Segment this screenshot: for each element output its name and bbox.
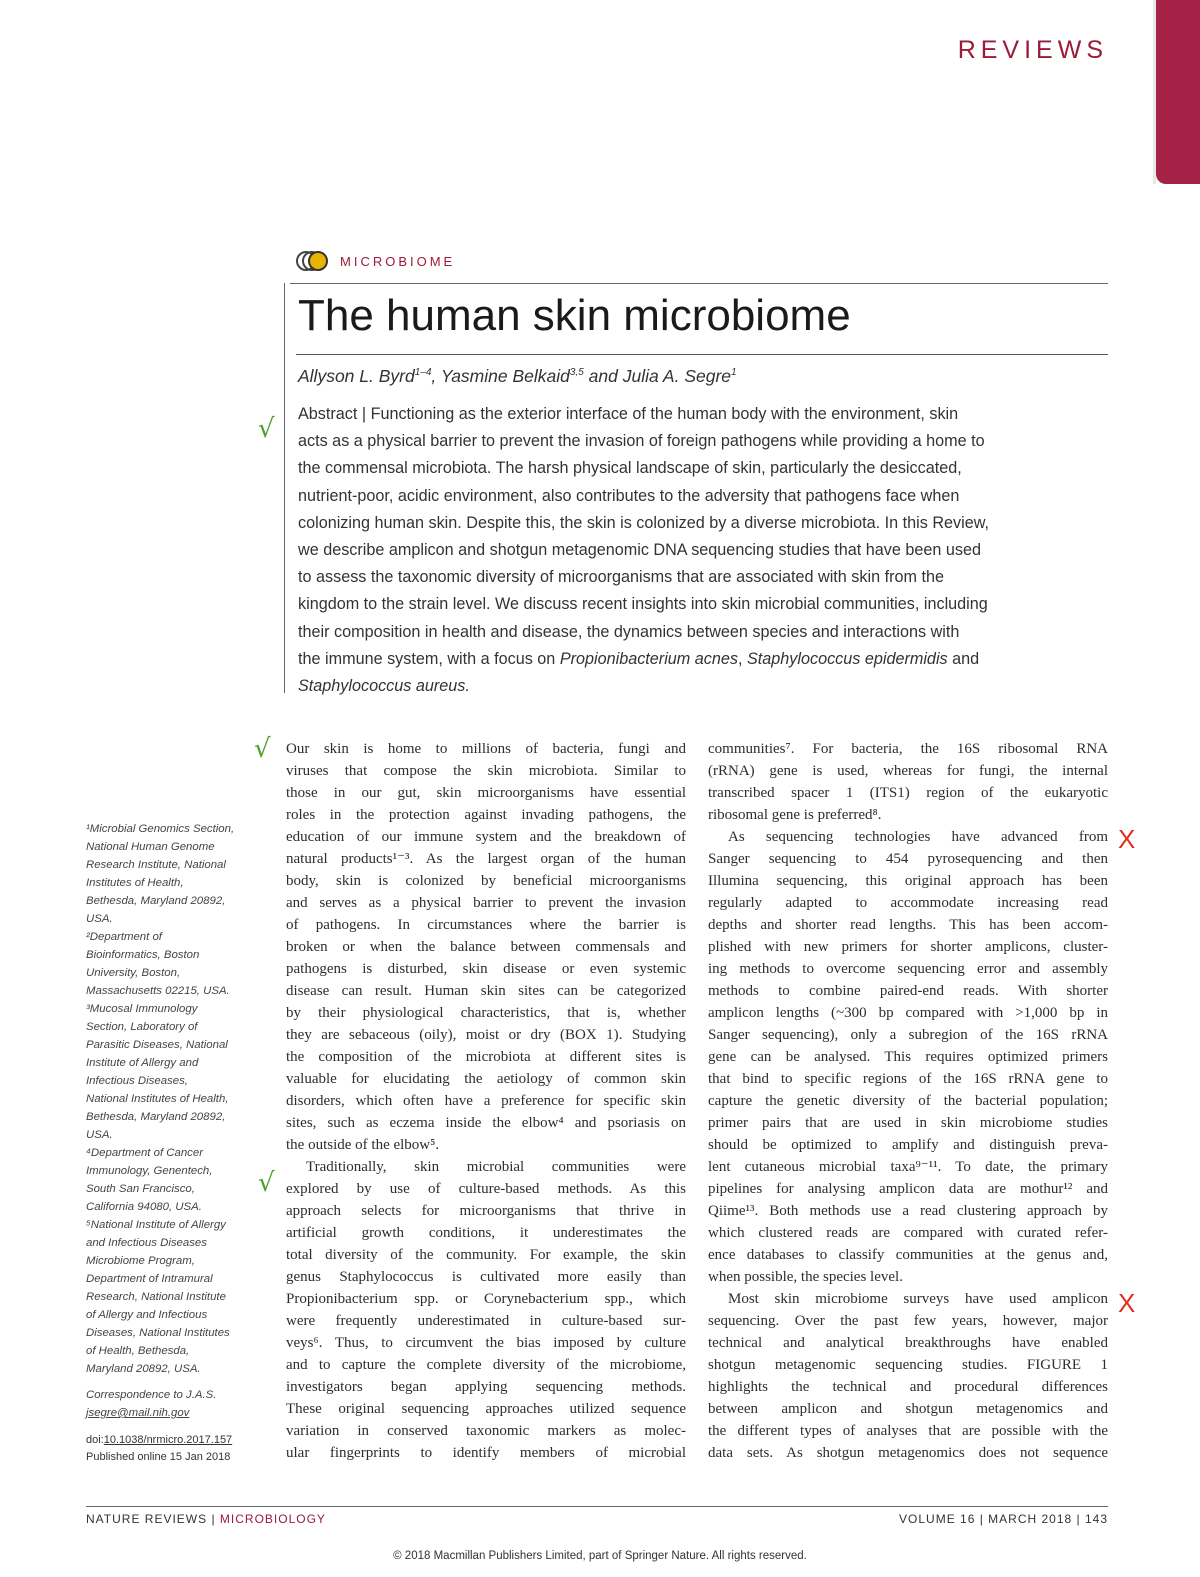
body-text-line: explored by use of culture-based methods. As this (286, 1181, 686, 1197)
section-label-text: MICROBIOME (340, 253, 456, 269)
body-text-line: amplicon lengths (~300 bp compared with >1,000 bp in (708, 1005, 1108, 1021)
check-mark-icon: √ (254, 734, 271, 764)
affiliation-line: Institutes of Health, (86, 877, 184, 889)
cross-mark-icon: X (1118, 824, 1136, 854)
doi-block (86, 1432, 232, 1466)
body-text-line: disorders, which often have a preference for specific skin (286, 1093, 686, 1109)
body-text-line: sites, such as eczema inside the elbow⁴ and psoriasis on (286, 1115, 686, 1131)
affiliation-line: Bioinformatics, Boston (86, 949, 200, 961)
body-text-line: should be optimized to amplify and distinguish preva- (708, 1137, 1108, 1153)
author-separator: , (431, 366, 441, 386)
correspondence-email-link[interactable]: jsegre@mail.nih.gov (86, 1407, 190, 1419)
title-rule-top (290, 283, 1108, 284)
doi-prefix: doi: (86, 1434, 104, 1446)
abstract-line: the commensal microbiota. The harsh physical landscape of skin, particularly the desiccated, (298, 459, 962, 478)
body-text-line: shotgun metagenomic sequencing studies. FIGURE 1 (708, 1357, 1108, 1373)
footer-rule (86, 1506, 1108, 1507)
correspondence (86, 1386, 216, 1422)
body-text-line: the composition of the microbiota at different sites is (286, 1049, 686, 1065)
affiliation-line: of Allergy and Infectious (86, 1309, 208, 1321)
affiliation-line: of Health, Bethesda, (86, 1345, 190, 1357)
affiliation-line: ¹Microbial Genomics Section, (86, 823, 235, 835)
abstract-species: Propionibacterium acnes (559, 649, 738, 668)
body-text-line: body, skin is colonized by beneficial microorganisms (286, 873, 686, 889)
body-text-line: capture the genetic diversity of the bacterial population; (708, 1093, 1108, 1109)
body-text-line: those in our gut, skin microorganisms have essential (286, 785, 686, 801)
body-text-line: ence databases to classify communities at the genus and, (708, 1247, 1108, 1263)
body-text-line: communities⁷. For bacteria, the 16S ribosomal RNA (708, 741, 1108, 757)
footer-journal-name: NATURE REVIEWS | (86, 1512, 220, 1526)
body-text-line: by their physiological characteristics, that is, whether (286, 1005, 686, 1021)
section-tag: REVIEWS (957, 36, 1108, 64)
body-text-line: gene can be analysed. This requires optimized primers (708, 1049, 1108, 1065)
body-text-line: sequencing. Over the past few years, however, major (708, 1313, 1108, 1329)
body-text-line: the outside of the elbow⁵. (286, 1137, 440, 1153)
body-text-line: broken or when the balance between commensals and (286, 939, 686, 955)
abstract-line: kingdom to the strain level. We discuss recent insights into skin microbial communities, including (298, 595, 988, 614)
affiliation-line: Massachusetts 02215, USA. (86, 985, 230, 997)
abstract-species: Staphylococcus epidermidis (746, 649, 948, 668)
body-text-line: Sanger sequencing to 454 pyrosequencing and then (708, 851, 1108, 867)
body-text-line: ribosomal gene is preferred⁸. (708, 807, 882, 823)
affiliation-line: Bethesda, Maryland 20892, (86, 895, 226, 907)
body-text-line: when possible, the species level. (708, 1269, 903, 1285)
body-text-line: Traditionally, skin microbial communities were (306, 1159, 686, 1175)
footer-journal (86, 1512, 326, 1526)
affiliation-line: California 94080, USA. (86, 1201, 202, 1213)
body-text-line: Propionibacterium spp. or Corynebacterium spp., which (286, 1291, 686, 1307)
body-text-line: data sets. As shotgun metagenomics does not sequence (708, 1445, 1108, 1461)
body-text-line: were frequently underestimated in culture-based sur- (286, 1313, 686, 1329)
body-text-line: ing methods to overcome sequencing error and assembly (708, 961, 1108, 977)
affiliation-line: ⁴Department of Cancer (86, 1147, 203, 1159)
body-text-line: lent cutaneous microbial taxa⁹⁻¹¹. To date, the primary (708, 1159, 1108, 1175)
body-text-line: As sequencing technologies have advanced from (728, 829, 1108, 845)
affiliation-line: USA. (86, 913, 113, 925)
body-text-line: technical and analytical breakthroughs have enabled (708, 1335, 1108, 1351)
abstract-line: Abstract | Functioning as the exterior interface of the human body with the environment, skin (298, 405, 959, 423)
body-text-line: plished with new primers for shorter amplicons, cluster- (708, 939, 1108, 955)
body-text-line: transcribed spacer 1 (ITS1) region of the eukaryotic (708, 785, 1108, 801)
body-text-line: education of our immune system and the breakdown of (286, 829, 686, 845)
correspondence-label: Correspondence to J.A.S. (86, 1389, 217, 1401)
body-column-1 (286, 738, 686, 1464)
author-list (298, 366, 737, 387)
affiliation-line: Microbiome Program, (86, 1255, 195, 1267)
body-text-line: Sanger sequencing), only a subregion of the 16S rRNA (708, 1027, 1108, 1043)
affiliation-line: University, Boston, (86, 967, 181, 979)
body-text-line: depths and shorter read lengths. This has been accom- (708, 917, 1108, 933)
footer-volume: VOLUME 16 | MARCH 2018 | 143 (899, 1512, 1108, 1526)
abstract-line (298, 673, 1106, 700)
affiliation-line: and Infectious Diseases (86, 1237, 207, 1249)
body-text-line: (rRNA) gene is used, whereas for fungi, the internal (708, 763, 1108, 779)
body-text-line: valuable for elucidating the aetiology of common skin (286, 1071, 686, 1087)
affiliation-line: Institute of Allergy and (86, 1057, 199, 1069)
affiliation-line: Research Institute, National (86, 859, 226, 871)
affiliation-line: Immunology, Genentech, (86, 1165, 213, 1177)
abstract-species: Staphylococcus aureus. (298, 677, 470, 696)
abstract-text: , (737, 649, 747, 668)
author-affiliation-sup: 1 (731, 367, 737, 379)
body-text-line: between amplicon and shotgun metagenomics and (708, 1401, 1108, 1417)
abstract-line: colonizing human skin. Despite this, the skin is colonized by a diverse microbiota. In this Review, (298, 513, 989, 532)
body-text-line: viruses that compose the skin microbiota. Similar to (286, 763, 686, 779)
body-text-line: veys⁶. Thus, to circumvent the bias imposed by culture (286, 1335, 686, 1351)
body-column-2 (708, 738, 1108, 1464)
body-text-line: which clustered reads are compared with curated refer- (708, 1225, 1108, 1241)
affiliation-line: Section, Laboratory of (86, 1021, 198, 1033)
affiliation-line: Bethesda, Maryland 20892, (86, 1111, 226, 1123)
author-affiliations (86, 820, 266, 1378)
affiliation-line: Parasitic Diseases, National (86, 1039, 228, 1051)
body-text-line: Qiime¹³. Both methods use a read clustering approach by (708, 1203, 1108, 1219)
body-text-line: investigators began applying sequencing methods. (286, 1379, 686, 1395)
abstract-line: acts as a physical barrier to prevent the invasion of foreign pathogens while providing a home to (298, 432, 985, 451)
affiliation-line: Infectious Diseases, (86, 1075, 188, 1087)
body-text-line: These original sequencing approaches utilized sequence (286, 1401, 686, 1417)
body-text-line: pathogens is disturbed, skin disease or even systemic (286, 961, 686, 977)
body-text-line: they are sebaceous (oily), moist or dry (BOX 1). Studying (286, 1027, 686, 1043)
check-mark-icon: √ (258, 414, 275, 444)
body-text-line: primer pairs that are used in skin microbiome studies (708, 1115, 1108, 1131)
author-separator: and (583, 366, 623, 386)
author-name: Allyson L. Byrd (298, 366, 415, 386)
body-text-line: Illumina sequencing, this original approach has been (708, 873, 1108, 889)
body-text-line: roles in the protection against invading pathogens, the (286, 807, 686, 823)
body-text-line: total diversity of the community. For example, the skin (286, 1247, 686, 1263)
author-name: Yasmine Belkaid (440, 366, 570, 386)
body-text-line: ular fingerprints to identify members of microbial (286, 1445, 686, 1461)
copyright-notice: © 2018 Macmillan Publishers Limited, part of Springer Nature. All rights reserved. (393, 1550, 807, 1562)
body-text-line: methods to combine paired-end reads. With shorter (708, 983, 1108, 999)
body-text-line: pipelines for analysing amplicon data are mothur¹² and (708, 1181, 1108, 1197)
body-text-line: natural products¹⁻³. As the largest organ of the human (286, 851, 686, 867)
section-label (296, 248, 455, 274)
abstract-line: nutrient-poor, acidic environment, also contributes to the adversity that pathogens face when (298, 486, 960, 505)
footer-subject: MICROBIOLOGY (219, 1512, 326, 1526)
body-text-line: highlights the technical and procedural differences (708, 1379, 1108, 1395)
doi-link[interactable]: 10.1038/nrmicro.2017.157 (103, 1434, 233, 1446)
microbiome-logo-icon (296, 249, 336, 273)
affiliation-line: National Human Genome (86, 841, 215, 853)
body-text-line: of pathogens. In circumstances where the barrier is (286, 917, 686, 933)
abstract-line (298, 646, 1106, 673)
published-date: Published online 15 Jan 2018 (86, 1451, 231, 1463)
abstract-line: we describe amplicon and shotgun metagenomic DNA sequencing studies that have been used (298, 541, 982, 560)
body-text-line: regularly adapted to accommodate increasing read (708, 895, 1108, 911)
affiliation-line: Research, National Institute (86, 1291, 226, 1303)
section-side-tab (1156, 0, 1200, 184)
author-affiliation-sup: 1–4 (414, 367, 432, 379)
body-text-line: approach selects for microorganisms that thrive in (286, 1203, 686, 1219)
affiliation-line: USA. (86, 1129, 113, 1141)
abstract (298, 401, 1106, 700)
body-text-line: and to capture the complete diversity of the microbiome, (286, 1357, 686, 1373)
article-title: The human skin microbiome (298, 291, 851, 340)
body-text-line: Most skin microbiome surveys have used amplicon (728, 1291, 1108, 1307)
affiliation-line: ³Mucosal Immunology (86, 1003, 198, 1015)
affiliation-line: ²Department of (86, 931, 162, 943)
body-text-line: disease can result. Human skin sites can be categorized (286, 983, 686, 999)
cross-mark-icon: X (1118, 1288, 1136, 1318)
body-text-line: the different types of analyses that are possible with the (708, 1423, 1108, 1439)
abstract-line: to assess the taxonomic diversity of microorganisms that are associated with skin from the (298, 568, 944, 587)
body-text-line: and serves as a physical barrier to prevent the invasion (286, 895, 686, 911)
affiliation-line: Department of Intramural (86, 1273, 213, 1285)
title-rule-bottom (296, 354, 1108, 355)
body-text-line: that bind to specific regions of the 16S rRNA gene to (708, 1071, 1108, 1087)
abstract-line: their composition in health and disease, the dynamics between species and interactions with (298, 622, 960, 641)
body-text-line: artificial growth conditions, it underestimates the (286, 1225, 686, 1241)
author-affiliation-sup: 3,5 (569, 367, 584, 379)
author-name: Julia A. Segre (622, 366, 732, 386)
affiliation-line: National Institutes of Health, (86, 1093, 229, 1105)
body-text-line: variation in conserved taxonomic markers as molec- (286, 1423, 686, 1439)
affiliation-line: South San Francisco, (86, 1183, 195, 1195)
abstract-text: and (947, 649, 980, 668)
check-mark-icon: √ (258, 1168, 275, 1198)
abstract-bracket (284, 283, 285, 693)
affiliation-line: ⁵National Institute of Allergy (86, 1219, 226, 1231)
affiliation-line: Diseases, National Institutes (86, 1327, 230, 1339)
affiliation-line: Maryland 20892, USA. (86, 1363, 201, 1375)
abstract-text: the immune system, with a focus on (298, 649, 560, 668)
body-text-line: genus Staphylococcus is cultivated more easily than (286, 1269, 686, 1285)
body-text-line: Our skin is home to millions of bacteria, fungi and (286, 741, 686, 757)
doi-line (86, 1432, 232, 1449)
